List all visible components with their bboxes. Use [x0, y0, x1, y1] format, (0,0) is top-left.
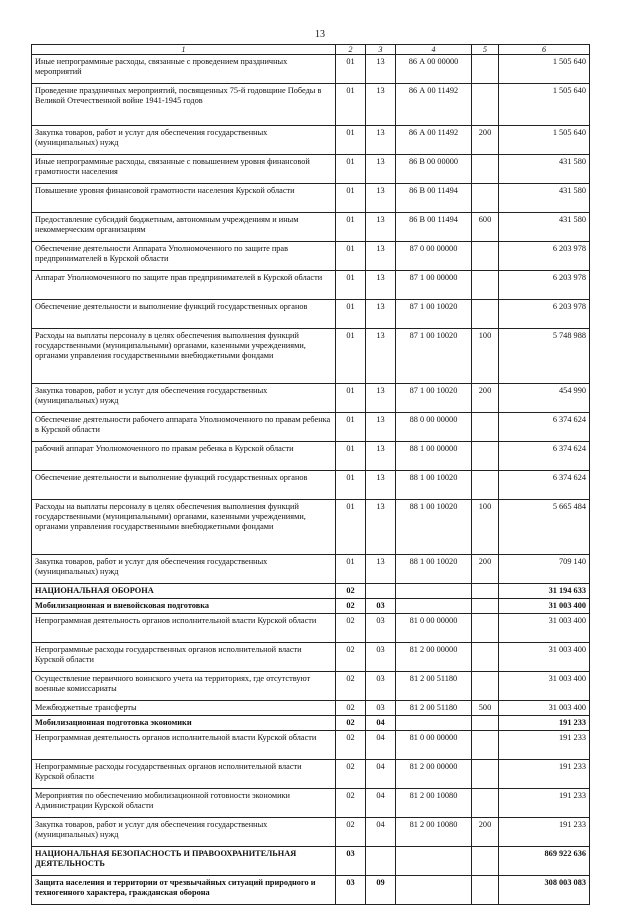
row-name-cell: Мобилизационная и вневойсковая подготовка	[32, 599, 336, 614]
row-name-cell: Повышение уровня финансовой грамотности населения Курской области	[32, 184, 336, 213]
row-target-article-cell: 88 0 00 00000	[396, 413, 472, 442]
row-subsection-cell: 13	[366, 155, 396, 184]
row-amount-cell: 431 580	[499, 184, 590, 213]
row-expense-type-cell	[472, 413, 499, 442]
table-row	[32, 643, 590, 672]
row-subsection-cell: 03	[366, 701, 396, 716]
row-name-cell: Аппарат Уполномоченного по защите прав предпринимателей в Курской области	[32, 271, 336, 300]
row-subsection-cell: 13	[366, 555, 396, 584]
row-section-cell: 02	[336, 643, 366, 672]
row-expense-type-cell: 600	[472, 213, 499, 242]
header-cell-subsection: 3	[366, 45, 396, 55]
row-target-article-cell: 87 1 00 10020	[396, 300, 472, 329]
row-name-cell: Обеспечение деятельности и выполнение функций государственных органов	[32, 300, 336, 329]
table-row	[32, 847, 590, 876]
row-expense-type-cell	[472, 184, 499, 213]
row-subsection-cell: 13	[366, 126, 396, 155]
row-expense-type-cell	[472, 789, 499, 818]
table-row	[32, 300, 590, 329]
row-section-cell: 01	[336, 242, 366, 271]
row-section-cell: 03	[336, 847, 366, 876]
row-name-cell: Иные непрограммные расходы, связанные с проведением праздничных мероприятий	[32, 55, 336, 84]
table-row	[32, 442, 590, 471]
row-target-article-cell	[396, 599, 472, 614]
row-section-cell: 01	[336, 442, 366, 471]
row-name-cell: Непрограммная деятельность органов исполнительной власти Курской области	[32, 731, 336, 760]
row-target-article-cell	[396, 847, 472, 876]
row-target-article-cell: 88 1 00 00000	[396, 442, 472, 471]
row-amount-cell: 31 003 400	[499, 672, 590, 701]
row-amount-cell: 431 580	[499, 213, 590, 242]
row-subsection-cell: 13	[366, 213, 396, 242]
row-subsection-cell: 04	[366, 789, 396, 818]
table-row	[32, 614, 590, 643]
row-amount-cell: 6 203 978	[499, 271, 590, 300]
row-section-cell: 03	[336, 876, 366, 905]
table-row	[32, 242, 590, 271]
row-name-cell: Мобилизационная подготовка экономики	[32, 716, 336, 731]
page-number: 13	[315, 29, 325, 40]
row-expense-type-cell: 200	[472, 384, 499, 413]
row-expense-type-cell	[472, 876, 499, 905]
table-row	[32, 500, 590, 555]
row-amount-cell: 191 233	[499, 789, 590, 818]
row-section-cell: 02	[336, 584, 366, 599]
row-amount-cell: 6 374 624	[499, 471, 590, 500]
row-expense-type-cell	[472, 300, 499, 329]
row-expense-type-cell	[472, 155, 499, 184]
row-amount-cell: 5 665 484	[499, 500, 590, 555]
row-expense-type-cell	[472, 614, 499, 643]
row-amount-cell: 709 140	[499, 555, 590, 584]
row-amount-cell: 6 374 624	[499, 442, 590, 471]
row-name-cell: Предоставление субсидий бюджетным, автономным учреждениям и иным некоммерческим организациям	[32, 213, 336, 242]
row-amount-cell: 6 203 978	[499, 242, 590, 271]
row-subsection-cell: 04	[366, 760, 396, 789]
row-name-cell: Закупка товаров, работ и услуг для обеспечения государственных (муниципальных) нужд	[32, 555, 336, 584]
row-name-cell: Иные непрограммные расходы, связанные с повышением уровня финансовой грамотности населения	[32, 155, 336, 184]
row-name-cell: рабочий аппарат Уполномоченного по правам ребенка в Курской области	[32, 442, 336, 471]
row-target-article-cell: 81 2 00 00000	[396, 760, 472, 789]
table-row	[32, 731, 590, 760]
header-cell-target-article: 4	[396, 45, 472, 55]
row-amount-cell: 431 580	[499, 155, 590, 184]
row-subsection-cell: 04	[366, 716, 396, 731]
row-subsection-cell	[366, 584, 396, 599]
row-target-article-cell: 88 1 00 10020	[396, 500, 472, 555]
row-expense-type-cell: 100	[472, 500, 499, 555]
row-name-cell: Закупка товаров, работ и услуг для обеспечения государственных (муниципальных) нужд	[32, 818, 336, 847]
row-name-cell: Обеспечение деятельности рабочего аппарата Уполномоченного по правам ребенка в Курской области	[32, 413, 336, 442]
row-target-article-cell: 86 В 00 11494	[396, 184, 472, 213]
row-target-article-cell: 86 В 00 11494	[396, 213, 472, 242]
row-name-cell: Мероприятия по обеспечению мобилизационной готовности экономики Администрации Курской области	[32, 789, 336, 818]
row-target-article-cell: 81 0 00 00000	[396, 614, 472, 643]
row-subsection-cell: 09	[366, 876, 396, 905]
row-subsection-cell: 13	[366, 300, 396, 329]
row-target-article-cell: 81 2 00 10080	[396, 818, 472, 847]
row-amount-cell: 6 203 978	[499, 300, 590, 329]
row-section-cell: 01	[336, 500, 366, 555]
row-expense-type-cell	[472, 847, 499, 876]
row-section-cell: 02	[336, 701, 366, 716]
header-cell-expense-type: 5	[472, 45, 499, 55]
row-section-cell: 02	[336, 599, 366, 614]
row-expense-type-cell: 200	[472, 818, 499, 847]
row-target-article-cell: 88 1 00 10020	[396, 471, 472, 500]
row-section-cell: 02	[336, 614, 366, 643]
row-subsection-cell: 03	[366, 614, 396, 643]
row-target-article-cell: 87 1 00 00000	[396, 271, 472, 300]
table-row	[32, 701, 590, 716]
row-subsection-cell: 04	[366, 818, 396, 847]
row-subsection-cell: 03	[366, 672, 396, 701]
row-name-cell: Закупка товаров, работ и услуг для обеспечения государственных (муниципальных) нужд	[32, 384, 336, 413]
table-row	[32, 184, 590, 213]
row-name-cell: НАЦИОНАЛЬНАЯ ОБОРОНА	[32, 584, 336, 599]
table-row	[32, 555, 590, 584]
row-section-cell: 01	[336, 184, 366, 213]
row-amount-cell: 191 233	[499, 760, 590, 789]
row-amount-cell: 1 505 640	[499, 84, 590, 126]
row-expense-type-cell	[472, 643, 499, 672]
row-amount-cell: 869 922 636	[499, 847, 590, 876]
table-row	[32, 716, 590, 731]
row-expense-type-cell	[472, 55, 499, 84]
row-section-cell: 02	[336, 818, 366, 847]
row-expense-type-cell	[472, 84, 499, 126]
row-expense-type-cell: 100	[472, 329, 499, 384]
row-subsection-cell: 13	[366, 442, 396, 471]
row-section-cell: 01	[336, 471, 366, 500]
row-expense-type-cell	[472, 442, 499, 471]
row-target-article-cell: 81 2 00 51180	[396, 701, 472, 716]
table-row	[32, 55, 590, 84]
row-target-article-cell	[396, 584, 472, 599]
table-row	[32, 84, 590, 126]
budget-table	[31, 44, 590, 905]
row-target-article-cell: 86 А 00 11492	[396, 84, 472, 126]
row-subsection-cell: 13	[366, 242, 396, 271]
row-name-cell: Расходы на выплаты персоналу в целях обеспечения выполнения функций государственными (муниципальными) органами, казенными учреждениями, органами управления государственными внебюджетными фондами	[32, 329, 336, 384]
row-section-cell: 02	[336, 716, 366, 731]
row-subsection-cell: 13	[366, 500, 396, 555]
row-target-article-cell: 86 А 00 00000	[396, 55, 472, 84]
table-row	[32, 471, 590, 500]
row-name-cell: Межбюджетные трансферты	[32, 701, 336, 716]
row-target-article-cell: 87 1 00 10020	[396, 329, 472, 384]
table-row	[32, 789, 590, 818]
row-amount-cell: 308 003 083	[499, 876, 590, 905]
row-section-cell: 02	[336, 672, 366, 701]
row-expense-type-cell	[472, 672, 499, 701]
row-name-cell: НАЦИОНАЛЬНАЯ БЕЗОПАСНОСТЬ И ПРАВООХРАНИТЕЛЬНАЯ ДЕЯТЕЛЬНОСТЬ	[32, 847, 336, 876]
row-target-article-cell: 81 2 00 10080	[396, 789, 472, 818]
row-section-cell: 01	[336, 555, 366, 584]
row-section-cell: 01	[336, 55, 366, 84]
row-subsection-cell: 04	[366, 731, 396, 760]
row-amount-cell: 31 194 633	[499, 584, 590, 599]
header-cell-amount: 6	[499, 45, 590, 55]
row-target-article-cell	[396, 876, 472, 905]
row-subsection-cell: 13	[366, 471, 396, 500]
table-row	[32, 818, 590, 847]
row-expense-type-cell	[472, 760, 499, 789]
row-amount-cell: 191 233	[499, 731, 590, 760]
row-subsection-cell: 13	[366, 55, 396, 84]
row-name-cell: Непрограммная деятельность органов исполнительной власти Курской области	[32, 614, 336, 643]
header-row	[32, 45, 590, 55]
table-row	[32, 672, 590, 701]
row-name-cell: Расходы на выплаты персоналу в целях обеспечения выполнения функций государственными (муниципальными) органами, казенными учреждениями, органами управления государственными внебюджетными фондами	[32, 500, 336, 555]
table-row	[32, 271, 590, 300]
row-name-cell: Непрограммные расходы государственных органов исполнительной власти Курской области	[32, 760, 336, 789]
row-expense-type-cell: 200	[472, 126, 499, 155]
table-row	[32, 213, 590, 242]
table-row	[32, 599, 590, 614]
row-name-cell: Защита населения и территории от чрезвычайных ситуаций природного и техногенного характера, гражданская оборона	[32, 876, 336, 905]
table-row	[32, 760, 590, 789]
table-row	[32, 126, 590, 155]
row-subsection-cell: 03	[366, 599, 396, 614]
row-expense-type-cell	[472, 271, 499, 300]
header-cell-section: 2	[336, 45, 366, 55]
row-target-article-cell: 86 В 00 00000	[396, 155, 472, 184]
row-section-cell: 02	[336, 731, 366, 760]
row-amount-cell: 1 505 640	[499, 126, 590, 155]
row-amount-cell: 1 505 640	[499, 55, 590, 84]
row-subsection-cell: 13	[366, 384, 396, 413]
table-row	[32, 384, 590, 413]
row-amount-cell: 191 233	[499, 818, 590, 847]
row-target-article-cell	[396, 716, 472, 731]
row-section-cell: 02	[336, 789, 366, 818]
row-subsection-cell: 13	[366, 271, 396, 300]
table-row	[32, 876, 590, 905]
row-expense-type-cell	[472, 599, 499, 614]
table-row	[32, 584, 590, 599]
row-expense-type-cell	[472, 716, 499, 731]
row-name-cell: Закупка товаров, работ и услуг для обеспечения государственных (муниципальных) нужд	[32, 126, 336, 155]
row-section-cell: 02	[336, 760, 366, 789]
row-section-cell: 01	[336, 384, 366, 413]
row-amount-cell: 31 003 400	[499, 614, 590, 643]
row-name-cell: Проведение праздничных мероприятий, посвященных 75-й годовщине Победы в Великой Отечественной войне 1941-1945 годов	[32, 84, 336, 126]
row-section-cell: 01	[336, 329, 366, 384]
row-subsection-cell	[366, 847, 396, 876]
table-row	[32, 155, 590, 184]
row-section-cell: 01	[336, 213, 366, 242]
row-amount-cell: 6 374 624	[499, 413, 590, 442]
row-expense-type-cell: 500	[472, 701, 499, 716]
row-subsection-cell: 13	[366, 329, 396, 384]
row-target-article-cell: 86 А 00 11492	[396, 126, 472, 155]
row-name-cell: Непрограммные расходы государственных органов исполнительной власти Курской области	[32, 643, 336, 672]
row-amount-cell: 31 003 400	[499, 599, 590, 614]
row-section-cell: 01	[336, 84, 366, 126]
table-row	[32, 413, 590, 442]
row-expense-type-cell	[472, 242, 499, 271]
row-target-article-cell: 87 1 00 10020	[396, 384, 472, 413]
row-target-article-cell: 81 2 00 51180	[396, 672, 472, 701]
row-target-article-cell: 81 2 00 00000	[396, 643, 472, 672]
table-row	[32, 329, 590, 384]
row-name-cell: Осуществление первичного воинского учета на территориях, где отсутствуют военные комиссариаты	[32, 672, 336, 701]
row-expense-type-cell	[472, 584, 499, 599]
row-target-article-cell: 87 0 00 00000	[396, 242, 472, 271]
row-expense-type-cell: 200	[472, 555, 499, 584]
row-subsection-cell: 13	[366, 84, 396, 126]
row-amount-cell: 31 003 400	[499, 701, 590, 716]
row-amount-cell: 5 748 988	[499, 329, 590, 384]
row-amount-cell: 454 990	[499, 384, 590, 413]
row-subsection-cell: 13	[366, 184, 396, 213]
row-section-cell: 01	[336, 413, 366, 442]
row-amount-cell: 191 233	[499, 716, 590, 731]
row-amount-cell: 31 003 400	[499, 643, 590, 672]
row-section-cell: 01	[336, 155, 366, 184]
row-subsection-cell: 03	[366, 643, 396, 672]
row-subsection-cell: 13	[366, 413, 396, 442]
row-section-cell: 01	[336, 300, 366, 329]
row-name-cell: Обеспечение деятельности Аппарата Уполномоченного по защите прав предпринимателей в Курской области	[32, 242, 336, 271]
row-name-cell: Обеспечение деятельности и выполнение функций государственных органов	[32, 471, 336, 500]
row-section-cell: 01	[336, 126, 366, 155]
row-expense-type-cell	[472, 471, 499, 500]
row-section-cell: 01	[336, 271, 366, 300]
header-cell-name: 1	[32, 45, 336, 55]
row-target-article-cell: 81 0 00 00000	[396, 731, 472, 760]
row-expense-type-cell	[472, 731, 499, 760]
row-target-article-cell: 88 1 00 10020	[396, 555, 472, 584]
